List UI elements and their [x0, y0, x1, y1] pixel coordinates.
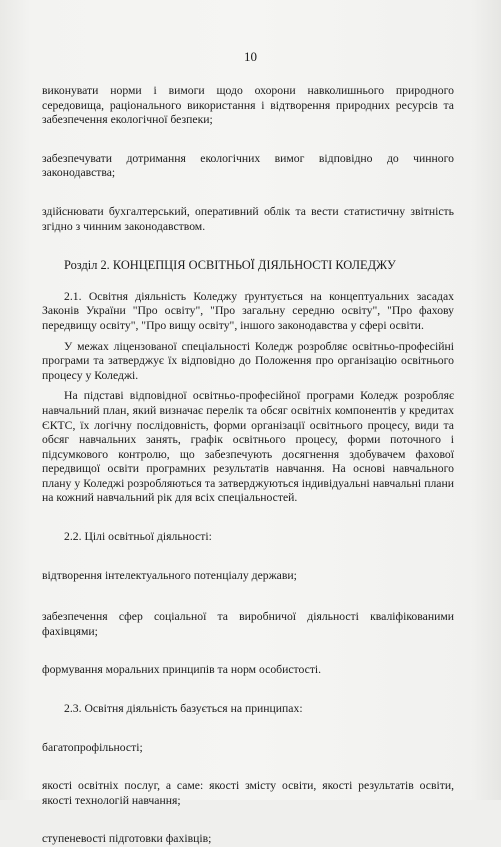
- paragraph: виконувати норми і вимоги щодо охорони навколишнього природного середовища, раціонального використання і відтворення природних ресурсів та забезпечення екологічної безпеки;: [42, 84, 454, 127]
- paragraph: здійснювати бухгалтерський, оперативний облік та вести статистичну звітність згідно з чинним законодавством.: [42, 204, 454, 233]
- list-item: якості освітніх послуг, а саме: якості змісту освіти, якості результатів освіти, якості технологій навчання;: [42, 779, 454, 807]
- paragraph: У межах ліцензованої спеціальності Коледж розробляє освітньо-професійні програми та затверджує їх відповідно до Положення про організацію освітнього процесу у Коледжі.: [42, 339, 454, 382]
- list-item: багатопрофільності;: [42, 740, 143, 754]
- list-item: формування моральних принципів та норм особистості.: [42, 663, 322, 677]
- list-item: ступеневості підготовки фахівців;: [42, 832, 212, 846]
- paragraph: На підставі відповідної освітньо-професійної програми Коледж розробляє навчальний план, який визначає перелік та обсяг освітніх компонентів у кредитах ЄКТС, їх логічну послідовність, форми організації освітнього процесу, види та обсяг навчальних занять, графік освітнього процесу, форми поточного і підсумкового контролю, що забезпечують досягнення здобувачем фахової передвищої освіти програмних результатів навчання. На основі навчального плану у Коледжі розробляються та затверджуються індивідуальні навчальні плани на кожний навчальний рік для всіх спеціальностей.: [42, 389, 454, 505]
- paragraph: забезпечувати дотримання екологічних вимог відповідно до чинного законодавства;: [42, 151, 454, 180]
- list-item: забезпечення сфер соціальної та виробничої діяльності кваліфікованими фахівцями;: [42, 610, 454, 638]
- subsection-heading: 2.3. Освітня діяльність базується на принципах:: [64, 702, 303, 716]
- section-heading: Розділ 2. КОНЦЕПЦІЯ ОСВІТНЬОЇ ДІЯЛЬНОСТІ КОЛЕДЖУ: [64, 258, 396, 273]
- list-item: відтворення інтелектуального потенціалу держави;: [42, 568, 297, 582]
- subsection-heading: 2.2. Цілі освітньої діяльності:: [64, 530, 212, 544]
- page-body: [42, 84, 454, 847]
- page-number: 10: [244, 49, 257, 64]
- paragraph: 2.1. Освітня діяльність Коледжу ґрунтується на концептуальних засадах Законів України "Про освіту", "Про загальну середню освіту", "Про фахову передвищу освіту", "Про вищу освіту", іншого законодавства у сфері освіти.: [42, 289, 454, 332]
